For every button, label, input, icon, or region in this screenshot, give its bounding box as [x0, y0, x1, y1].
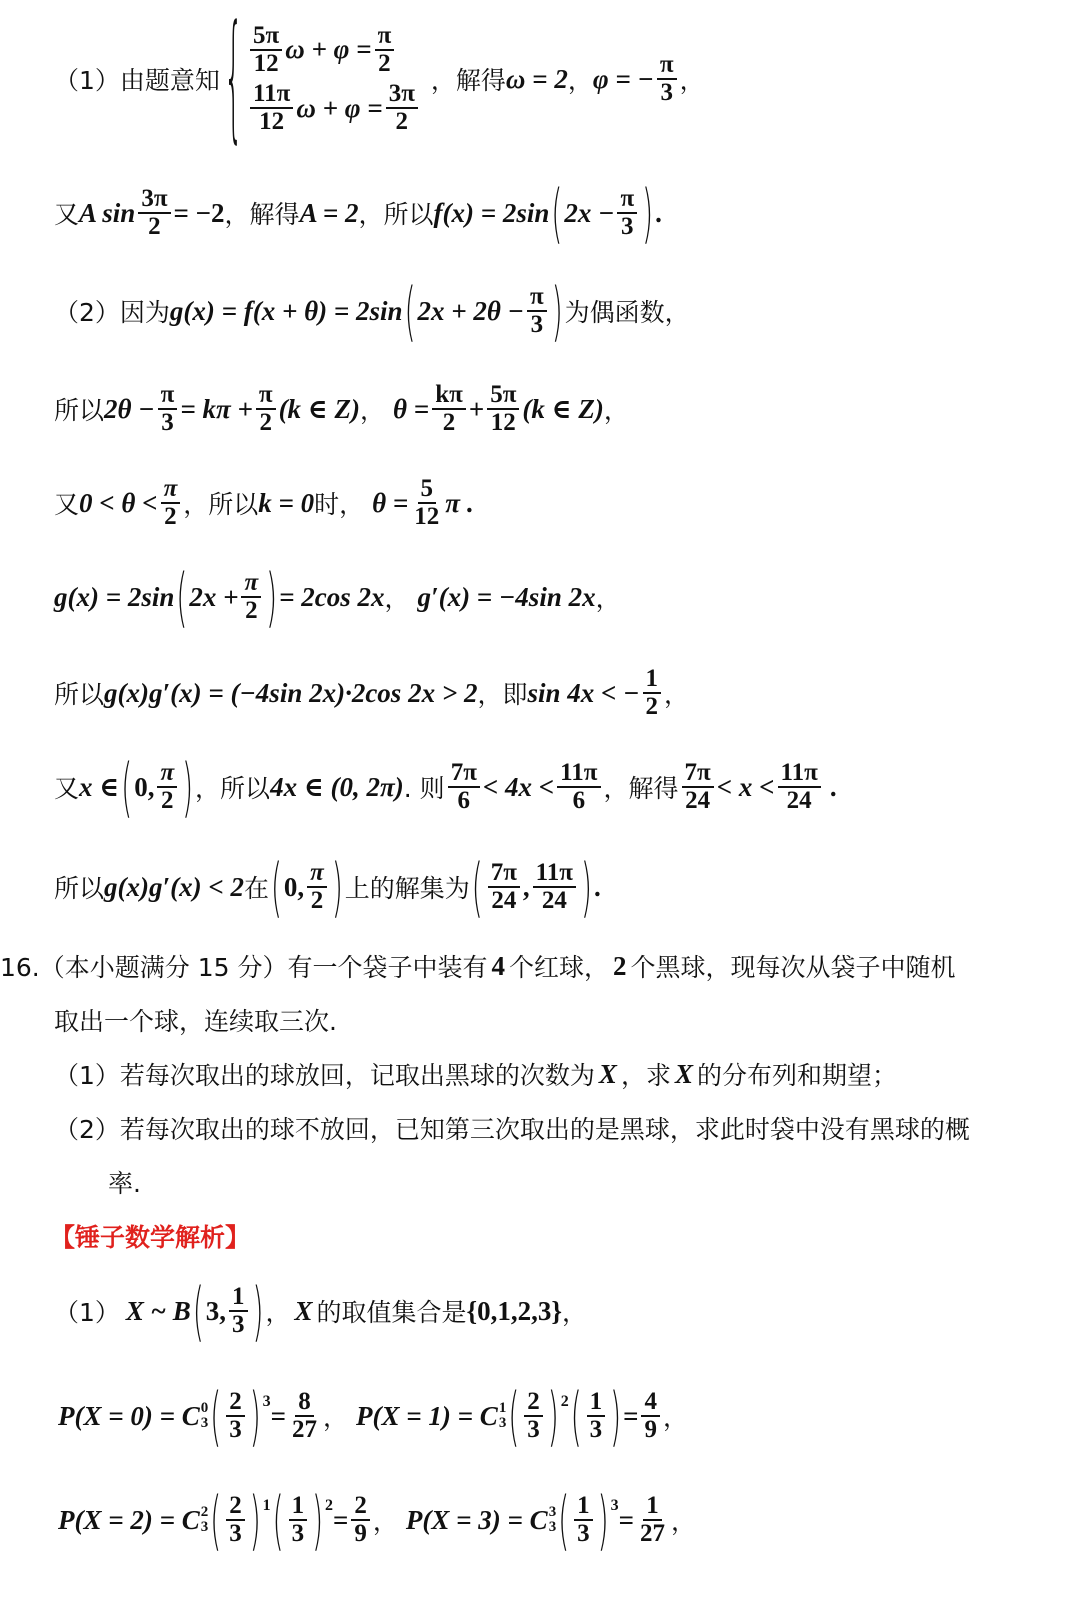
fraction: $\frac{1}{27}$ — [639, 1491, 665, 1547]
fraction: $\frac{1}{3}$ — [229, 1284, 248, 1339]
fraction: $\frac{7\pi}{24}$ — [488, 860, 520, 915]
solution-line-C: 又 0 < θ < $\frac{\pi}{2}$ ，所以 k = 0 时， θ = $\frac{5}{12}$ π . — [54, 474, 473, 530]
fraction: $\frac{\pi}{2}$ — [157, 760, 177, 815]
equation-1: $\frac{5\pi}{12}$ ω + φ = $\frac{\pi}{2}$ — [247, 23, 421, 78]
equation-system — [247, 23, 421, 136]
solution-line-E: 所以 g(x)g′(x) = (−4sin 2x)·2cos 2x > 2 ，即 sin 4x < − $\frac{1}{2}$ ， — [54, 664, 690, 720]
fraction: $\frac{2}{3}$ — [524, 1389, 543, 1444]
fraction: $\frac{2}{3}$ — [226, 1389, 245, 1444]
fraction: $\frac{7\pi}{6}$ — [448, 760, 480, 815]
fraction: $\frac{\pi}{3}$ — [158, 382, 178, 437]
fraction: $\frac{1}{2}$ — [643, 666, 662, 721]
fraction: $\frac{1}{3}$ — [289, 1493, 308, 1548]
fraction: $\frac{\pi}{3}$ — [617, 186, 637, 241]
analysis-line-2: P(X = 0) = C 0 3 ( $\frac{2}{3}$ ) $^3$ = $\frac{8}{27}$ ， P(X = 1) = C 1 3 ( $\frac{2}{3}$ ) $^2$ ( $\frac{1}{3}$ ) = $\frac{4}{9}$ ， — [58, 1378, 688, 1454]
fraction: $\frac{\pi}{2}$ — [256, 382, 276, 437]
solution-line-B: 所以 2θ − $\frac{\pi}{3}$ = kπ + $\frac{\pi}{2}$ (k ∈ Z) ， θ = $\frac{k\pi}{2}$ + $\frac{5\pi}{12}$ (k ∈ Z) ， — [54, 380, 629, 436]
fraction: $\frac{11\pi}{24}$ — [778, 760, 821, 815]
fraction: $\frac{\pi}{2}$ — [375, 23, 395, 78]
fraction: $\frac{5\pi}{12}$ — [487, 382, 519, 437]
question-16-line1: 16.（本小题满分 15 分）有一个袋子中装有 4 个红球， 2 个黑球，现每次从袋子中随机 — [0, 950, 956, 982]
fraction: $\frac{\pi}{2}$ — [161, 476, 181, 531]
fraction: $\frac{5\pi}{12}$ — [250, 23, 282, 78]
solution-line-G: 所以 g(x)g′(x) < 2 在 ( 0, $\frac{\pi}{2}$ ) 上的解集为 ( $\frac{7\pi}{24}$ , $\frac{11\pi}{24}$ ) . — [54, 849, 601, 925]
solution-part2-line: （2）因为 g(x) = f(x + θ) = 2sin ( 2x + 2θ − $\frac{\pi}{3}$ ) 为偶函数， — [54, 273, 690, 349]
fraction: $\frac{2}{3}$ — [226, 1493, 245, 1548]
fraction: $\frac{\pi}{3}$ — [527, 284, 547, 339]
question-16-sub2-cont: 率. — [108, 1169, 141, 1198]
fraction: $\frac{11\pi}{24}$ — [533, 860, 576, 915]
system-brace: { — [223, 0, 244, 160]
fraction: $\frac{1}{3}$ — [574, 1493, 593, 1548]
fraction: $\frac{3\pi}{2}$ — [386, 81, 418, 136]
solution-line-F: 又 x ∈ ( 0, $\frac{\pi}{2}$ ) ，所以 4x ∈ (0, 2π) . 则 $\frac{7\pi}{6}$ < 4x < $\frac{11\pi}{6}$ ，解得 $\frac{7\pi}{24}$ < x < $\frac{11\pi}{24}$ . — [54, 749, 837, 825]
fraction: $\frac{\pi}{2}$ — [241, 570, 261, 625]
equation-2: $\frac{11\pi}{12}$ ω + φ = $\frac{3\pi}{2}$ — [247, 81, 421, 136]
question-16-line2: 取出一个球，连续取三次. — [54, 1007, 337, 1036]
fraction: $\frac{1}{3}$ — [587, 1389, 606, 1444]
question-16-sub2: （2）若每次取出的球不放回，已知第三次取出的是黑球，求此时袋中没有黑球的概 — [54, 1115, 970, 1144]
fraction: $\frac{8}{27}$ — [292, 1387, 318, 1443]
fraction: $\frac{5}{12}$ — [414, 474, 440, 530]
part1-label: （1）由题意知 — [54, 66, 220, 95]
analysis-line-1: （1） X ~ B ( 3, $\frac{1}{3}$ ) ， X 的取值集合是 {0,1,2,3} ， — [54, 1273, 588, 1349]
fraction: $\frac{7\pi}{24}$ — [682, 760, 714, 815]
solution-part1-line: （1）由题意知 { $\frac{5\pi}{12}$ ω + φ = $\frac{\pi}{2}$ $\frac{11\pi}{12}$ ω + φ = $\frac{3\pi}{2}$ ，解得 ω = 2 ， φ = − $\frac{\pi}{3}$ ， — [54, 0, 705, 160]
fraction: $\frac{k\pi}{2}$ — [432, 382, 466, 437]
fraction: $\frac{2}{9}$ — [351, 1493, 370, 1548]
fraction: $\frac{3\pi}{2}$ — [138, 186, 170, 241]
solution-line-D: g(x) = 2sin ( 2x + $\frac{\pi}{2}$ ) = 2cos 2x ， g′(x) = −4sin 2x ， — [54, 559, 621, 635]
solution-line-A: 又 A sin $\frac{3\pi}{2}$ = −2 ，解得 A = 2 ，所以 f(x) = 2sin ( 2x − $\frac{\pi}{3}$ ) . — [54, 175, 662, 251]
analysis-heading: 【锤子数学解析】 — [50, 1223, 251, 1252]
fraction: $\frac{\pi}{2}$ — [307, 860, 327, 915]
fraction: $\frac{4}{9}$ — [641, 1389, 660, 1444]
fraction: $\frac{11\pi}{12}$ — [250, 81, 293, 136]
analysis-line-3: P(X = 2) = C 2 3 ( $\frac{2}{3}$ ) $^1$ ( $\frac{1}{3}$ ) $^2$ = $\frac{2}{9}$ ， P(X = 3) = C 3 3 ( $\frac{1}{3}$ ) $^3$ = $\frac{1}{27}$ ， — [58, 1482, 696, 1558]
question-16-sub1: （1）若每次取出的球放回，记取出黑球的次数为 X ，求 X 的分布列和期望； — [54, 1058, 897, 1090]
fraction: $\frac{\pi}{3}$ — [657, 52, 677, 107]
fraction: $\frac{11\pi}{6}$ — [557, 760, 600, 815]
